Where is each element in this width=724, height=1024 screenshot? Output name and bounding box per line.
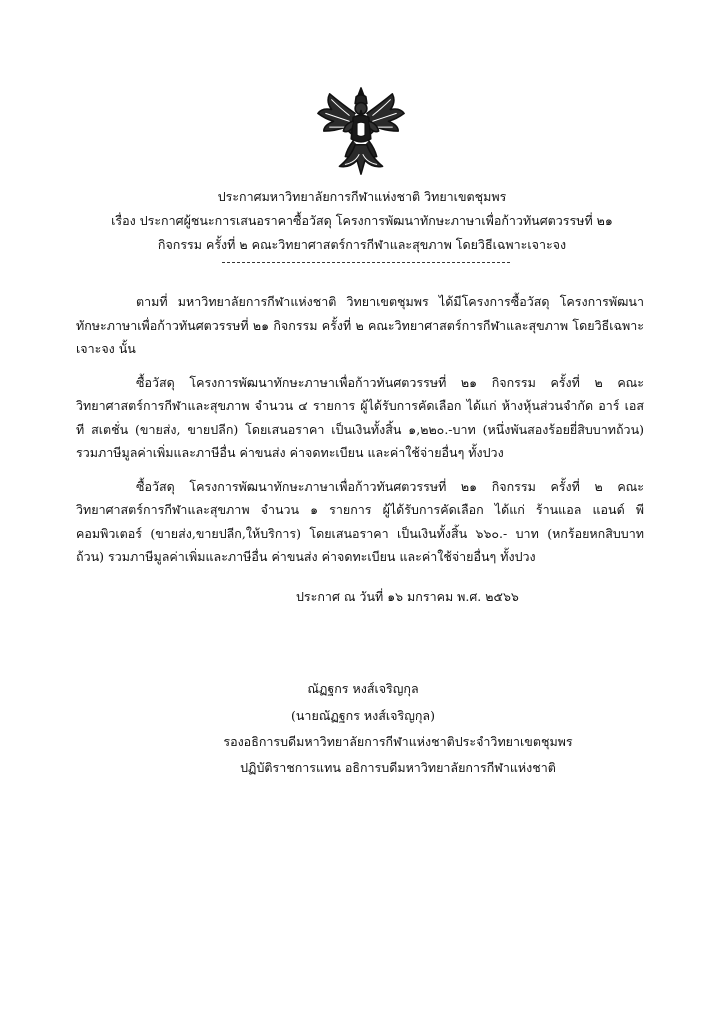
signature-name: ณัฏฐกร หงส์เจริญกุล — [307, 681, 419, 696]
garuda-emblem-icon — [312, 84, 410, 182]
document-body — [76, 290, 644, 569]
paragraph-intro: ตามที่ มหาวิทยาลัยการกีฬาแห่งชาติ วิทยาเขตชุมพร ได้มีโครงการซื้อวัสดุ โครงการพัฒนาทักษะภาษาเพื่อก้าวทันศตวรรษที่ ๒๑ กิจกรรม ครั้งที่ ๒ คณะวิทยาศาสตร์การกีฬาและสุขภาพ โดยวิธีเฉพาะเจาะจง นั้น — [76, 294, 644, 356]
signatory-full-name: (นายณัฏฐกร หงส์เจริญกุล) — [291, 708, 435, 723]
paragraph-award-1: ซื้อวัสดุ โครงการพัฒนาทักษะภาษาเพื่อก้าวทันศตวรรษที่ ๒๑ กิจกรรม ครั้งที่ ๒ คณะวิทยาศาสตร์การกีฬาและสุขภาพ จำนวน ๔ รายการ ผู้ได้รับการคัดเลือก ได้แก่ ห้างหุ้นส่วนจำกัด อาร์ เอส ที สเตชั่น (ขายส่ง, ขายปลีก) โดยเสนอราคา เป็นเงินทั้งสิ้น ๑,๒๒๐.-บาท (หนึ่งพันสองร้อยยี่สิบบาทถ้วน) รวมภาษีมูลค่าเพิ่มและภาษีอื่น ค่าขนส่ง ค่าจดทะเบียน และค่าใช้จ่ายอื่นๆ ทั้งปวง — [76, 374, 644, 460]
paragraph-award-2: ซื้อวัสดุ โครงการพัฒนาทักษะภาษาเพื่อก้าวทันศตวรรษที่ ๒๑ กิจกรรม ครั้งที่ ๒ คณะวิทยาศาสตร์การกีฬาและสุขภาพ จำนวน ๑ รายการ ผู้ได้รับการคัดเลือก ได้แก่ ร้านแอล แอนด์ พี คอมพิวเตอร์ (ขายส่ง,ขายปลีก,ให้บริการ) โดยเสนอราคา เป็นเงินทั้งสิ้น ๖๖๐.- บาท (หกร้อยหกสิบบาทถ้วน) รวมภาษีมูลค่าเพิ่มและภาษีอื่น ค่าขนส่ง ค่าจดทะเบียน และค่าใช้จ่ายอื่นๆ ทั้งปวง — [76, 478, 644, 564]
announcement-date: ประกาศ ณ วันที่ ๑๖ มกราคม พ.ศ. ๒๕๖๖ — [296, 589, 519, 604]
signatory-position: รองอธิการบดีมหาวิทยาลัยการกีฬาแห่งชาติประจำวิทยาเขตชุมพร — [223, 734, 573, 749]
header-line-1: ประกาศมหาวิทยาลัยการกีฬาแห่งชาติ วิทยาเขตชุมพร — [217, 189, 507, 204]
header-line-2: เรื่อง ประกาศผู้ชนะการเสนอราคาซื้อวัสดุ โครงการพัฒนาทักษะภาษาเพื่อก้าวทันศตวรรษที่ ๒๑ — [111, 213, 613, 228]
header-divider — [222, 262, 510, 263]
header-line-3: กิจกรรม ครั้งที่ ๒ คณะวิทยาศาสตร์การกีฬาและสุขภาพ โดยวิธีเฉพาะเจาะจง — [157, 237, 567, 252]
signatory-acting-for: ปฏิบัติราชการแทน อธิการบดีมหาวิทยาลัยการกีฬาแห่งชาติ — [240, 760, 556, 775]
